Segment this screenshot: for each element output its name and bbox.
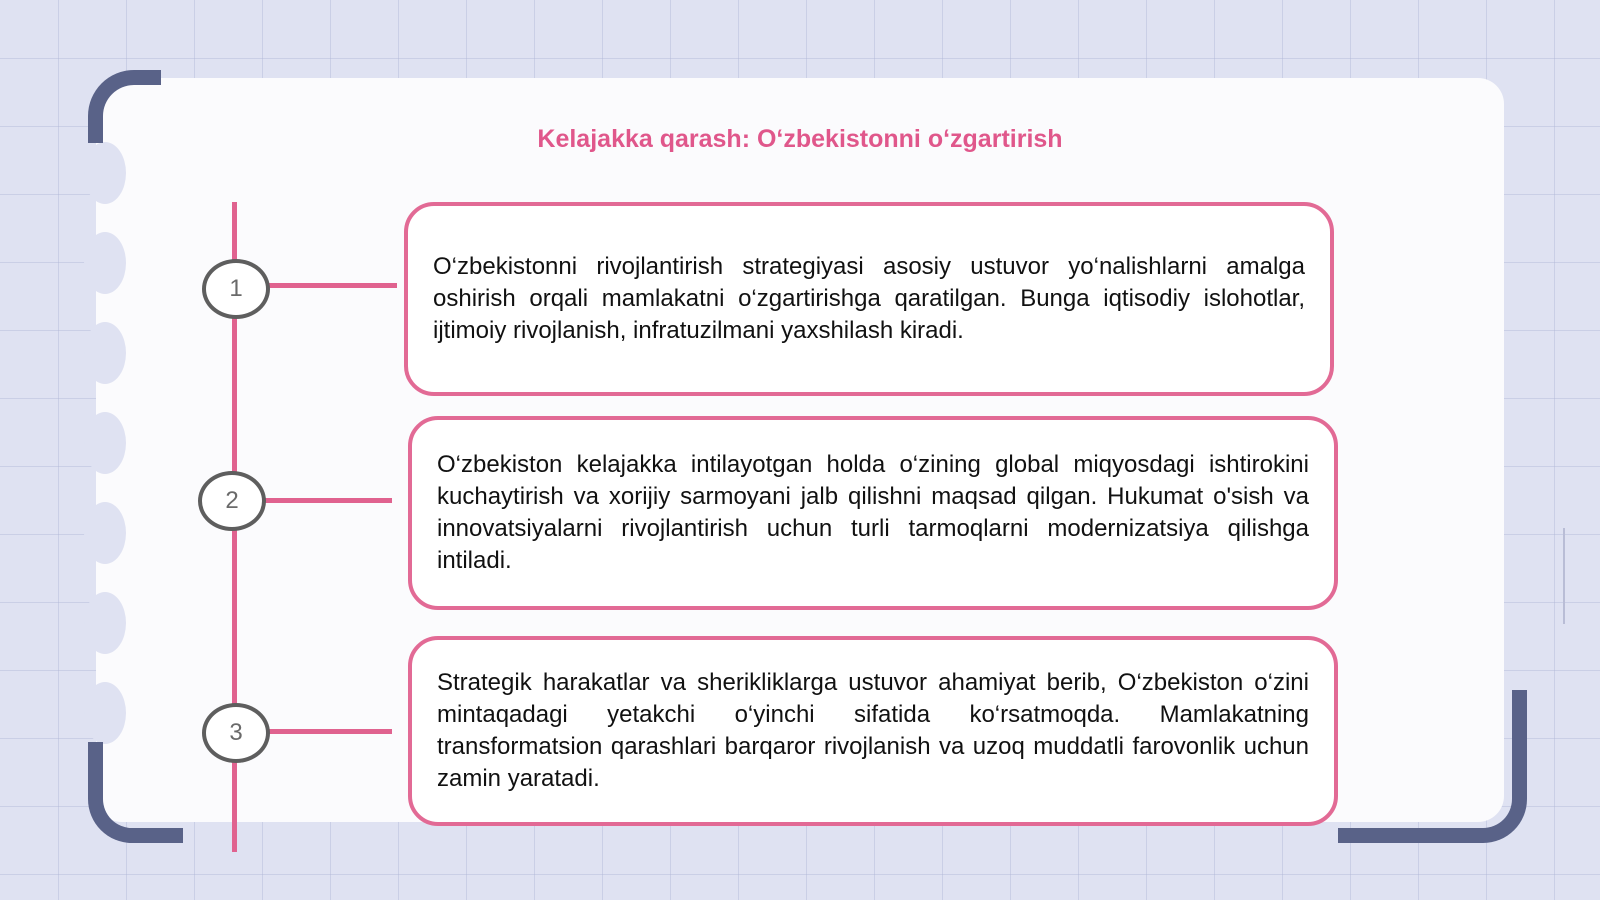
step-text-1: O‘zbekistonni rivojlantirish strategiyasi asosiy ustuvor yo‘nalishlarni amalga oshirish orqali mamlakatni o‘zgartirishga qaratilgan. Bunga iqtisodiy islohotlar, ijtimoiy rivojlanish, infratuzilmani yaxshilash kiradi. [433, 253, 1305, 344]
step-text-2: O‘zbekiston kelajakka intilayotgan holda o‘zining global miqyosdagi ishtirokini kuchaytirish va xorijiy sarmoyani jalb qilishni maqsad qilgan. Hukumat o'sish va innovatsiyalarni rivojlantirish uchun turli tarmoqlarni modernizatsiya qilishga intiladi. [437, 451, 1309, 574]
timeline-connector-2 [260, 498, 392, 503]
step-number-3: 3 [202, 703, 270, 763]
step-card-2 [408, 416, 1338, 610]
step-text-3: Strategik harakatlar va sherikliklarga ustuvor ahamiyat berib, O‘zbekiston o‘zini mintaqadagi yetakchi o‘yinchi sifatida ko‘rsatmoqda. Mamlakatning transformatsion qarashlari barqaror rivojlanish va uzoq muddatli farovonlik uchun zamin yaratadi. [437, 669, 1309, 792]
corner-bracket-top-left [88, 70, 161, 143]
corner-bracket-bottom-left [88, 742, 183, 843]
step-number-1: 1 [202, 259, 270, 319]
decorative-line [1563, 528, 1565, 624]
slide-title: Kelajakka qarash: O‘zbekistonni o‘zgartirish [537, 125, 1063, 153]
step-card-1 [404, 202, 1334, 396]
corner-bracket-bottom-right [1338, 690, 1527, 843]
paper-scallop [84, 502, 126, 564]
timeline-connector-1 [262, 283, 397, 288]
paper-scallop [84, 232, 126, 294]
step-number-2: 2 [198, 471, 266, 531]
paper-scallop [84, 592, 126, 654]
paper-scallop [84, 142, 126, 204]
paper-scallop [84, 322, 126, 384]
timeline-connector-3 [262, 729, 392, 734]
paper-scallop [84, 412, 126, 474]
step-card-3 [408, 636, 1338, 826]
paper-scallop [84, 682, 126, 744]
